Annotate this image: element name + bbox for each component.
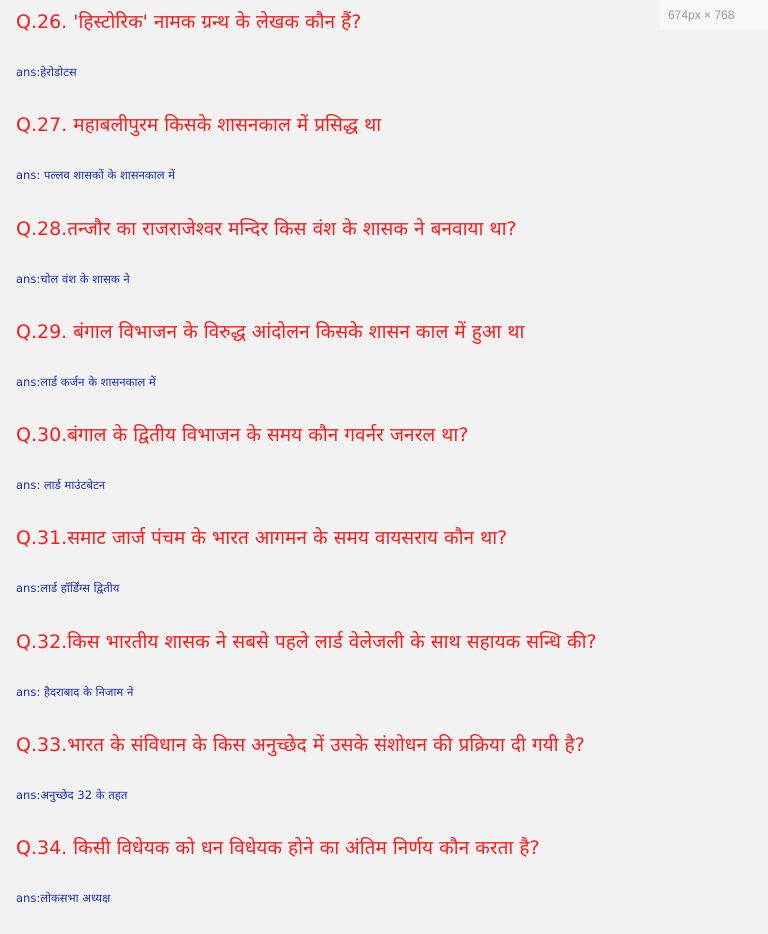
qa-item: [16, 107, 756, 210]
qa-item: [16, 520, 756, 623]
question-text: Q.28.तन्जौर का राजराजेश्वर मन्दिर किस वंश के शासक ने बनवाया था?: [16, 217, 517, 240]
qa-item: [16, 4, 756, 107]
answer-text: ans:लार्ड कर्जन के शासनकाल में: [16, 374, 156, 389]
qa-item: [16, 727, 756, 830]
answer-text: ans: पल्लव शासकों के शासनकाल में: [16, 168, 176, 183]
question-text: Q.30.बंगाल के द्वितीय विभाजन के समय कौन गवर्नर जनरल था?: [16, 424, 469, 447]
qa-list: [16, 4, 756, 934]
question-text: Q.34. किसी विधेयक को धन विधेयक होने का अंतिम निर्णय कौन करता है?: [16, 837, 540, 860]
question-text: Q.33.भारत के संविधान के किस अनुच्छेद में उसके संशोधन की प्रक्रिया दी गयी है?: [16, 734, 585, 757]
qa-item: [16, 314, 756, 417]
answer-text: ans:अनुच्छेद 32 के तहत: [16, 788, 128, 803]
answer-text: ans:चोल वंश के शासक ने: [16, 271, 130, 286]
dimension-badge-text: 674px × 768: [668, 8, 735, 22]
answer-text: ans: हैदराबाद के निजाम ने: [16, 684, 134, 699]
qa-item: [16, 830, 756, 933]
answer-text: ans: लार्ड माउंटबेटन: [16, 478, 106, 493]
question-text: Q.26. 'हिस्टोरिक' नामक ग्रन्थ के लेखक कौन हैं?: [16, 11, 362, 33]
question-text: Q.32.किस भारतीय शासक ने सबसे पहले लार्ड वेलेजली के साथ सहायक सन्धि की?: [16, 630, 597, 653]
qa-item: [16, 417, 756, 520]
question-text: Q.27. महाबलीपुरम किसके शासनकाल में प्रसिद्ध था: [16, 114, 382, 137]
qa-item: [16, 211, 756, 314]
qa-item: [16, 624, 756, 727]
answer-text: ans:हेरोडोटस: [16, 65, 77, 79]
answer-text: ans:लोकसभा अध्यक्ष: [16, 891, 111, 906]
question-text: Q.31.समाट जार्ज पंचम के भारत आगमन के समय वायसराय कौन था?: [16, 527, 508, 550]
question-text: Q.29. बंगाल विभाजन के विरुद्ध आंदोलन किसके शासन काल में हुआ था: [16, 320, 525, 343]
answer-text: ans:लार्ड हॉर्डिंग्स द्वितीय: [16, 581, 120, 596]
